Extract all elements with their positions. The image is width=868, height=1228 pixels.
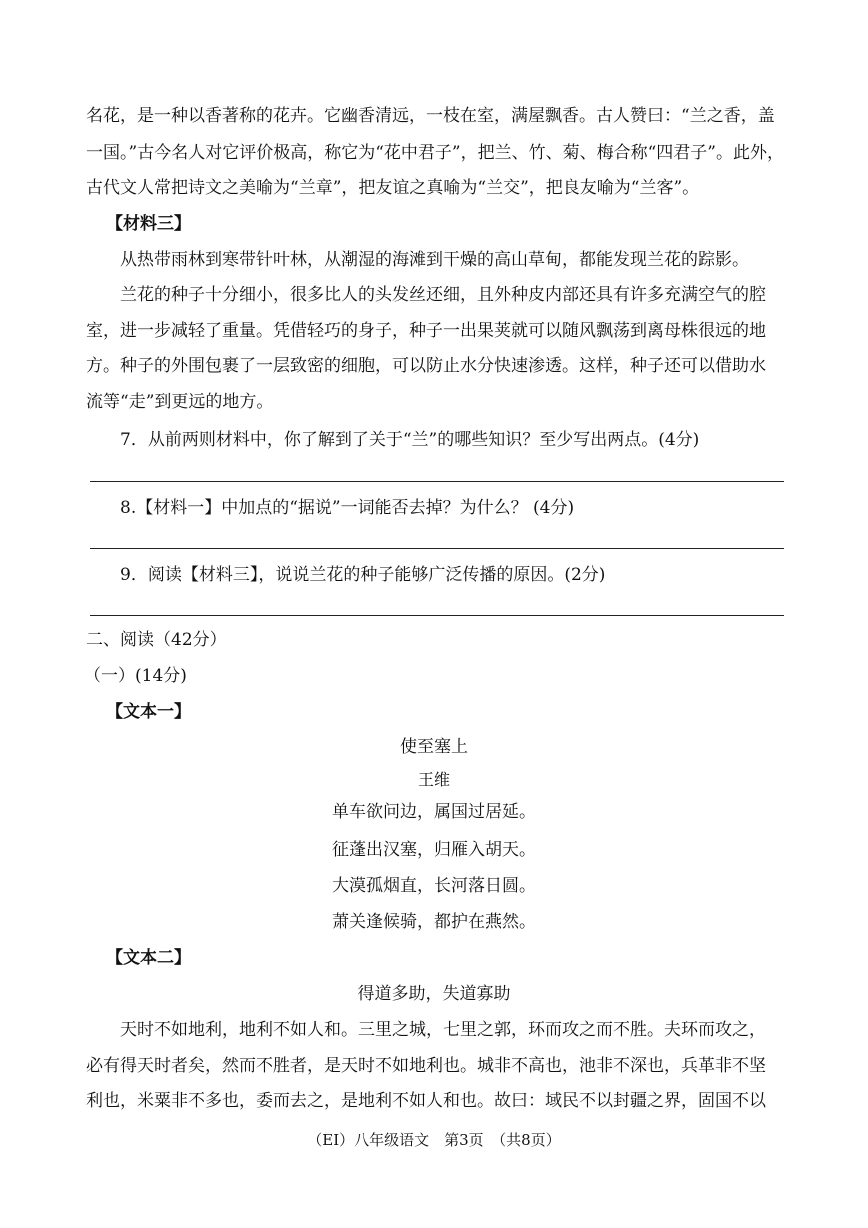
essay-line: 天时不如地利，地利不如人和。三里之城，七里之郭，环而攻之而不胜。夫环而攻之，	[120, 1020, 766, 1040]
poem-line: 征蓬出汉塞，归雁入胡天。	[332, 840, 536, 860]
answer-line[interactable]	[90, 481, 784, 482]
poem-line: 大漠孤烟直，长河落日圆。	[332, 876, 536, 896]
paragraph-line: 室，进一步减轻了重量。凭借轻巧的身子，种子一出果荚就可以随风飘荡到离母株很远的地	[86, 321, 766, 341]
paragraph-line: 方。种子的外围包裹了一层致密的细胞，可以防止水分快速渗透。这样，种子还可以借助水	[86, 356, 766, 376]
text-1-heading: 【文本一】	[106, 702, 191, 722]
section-heading: 二、阅读（42分）	[86, 630, 227, 650]
essay-title: 得道多助，失道寡助	[357, 984, 511, 1004]
essay-line: 利也，米粟非不多也，委而去之，是地利不如人和也。故曰：域民不以封疆之界，固国不以	[86, 1091, 766, 1111]
paragraph-line: 流等“走”到更远的地方。	[86, 392, 274, 412]
material-3-heading: 【材料三】	[106, 214, 191, 234]
paragraph-line: 兰花的种子十分细小，很多比人的头发丝还细，且外种皮内部还具有许多充满空气的腔	[120, 285, 766, 305]
question-9: 9．阅读【材料三】，说说兰花的种子能够广泛传播的原因。(2分)	[120, 565, 606, 585]
poem-title: 使至塞上	[400, 737, 468, 757]
paragraph-line: 古代文人常把诗文之美喻为“兰章”，把友谊之真喻为“兰交”，把良友喻为“兰客”。	[86, 178, 700, 198]
question-8: 8.【材料一】中加点的“据说”一词能否去掉？为什么？ (4分)	[120, 498, 575, 518]
paragraph-line: 名花，是一种以香著称的花卉。它幽香清远，一枝在室，满屋飘香。古人赞曰：“兰之香，盖	[86, 106, 775, 126]
poem-line: 萧关逢候骑，都护在燕然。	[332, 912, 536, 932]
page-footer: （EI）八年级语文 第3页 （共8页）	[307, 1131, 561, 1149]
poem-author: 王维	[417, 770, 450, 789]
essay-line: 必有得天时者矣，然而不胜者，是天时不如地利也。城非不高也，池非不深也，兵革非不坚	[86, 1056, 766, 1076]
answer-line[interactable]	[90, 548, 784, 549]
question-7: 7．从前两则材料中，你了解到了关于“兰”的哪些知识？至少写出两点。(4分)	[120, 430, 700, 450]
subsection-heading: （一）(14分)	[84, 666, 187, 686]
paragraph-line: 从热带雨林到寒带针叶林，从潮湿的海滩到干燥的高山草甸，都能发现兰花的踪影。	[120, 250, 749, 270]
paragraph-line: 一国。”古今名人对它评价极高，称它为“花中君子”，把兰、竹、菊、梅合称“四君子”。此外，	[86, 143, 784, 163]
answer-line[interactable]	[90, 615, 784, 616]
text-2-heading: 【文本二】	[106, 948, 191, 968]
poem-line: 单车欲问边，属国过居延。	[332, 802, 536, 822]
